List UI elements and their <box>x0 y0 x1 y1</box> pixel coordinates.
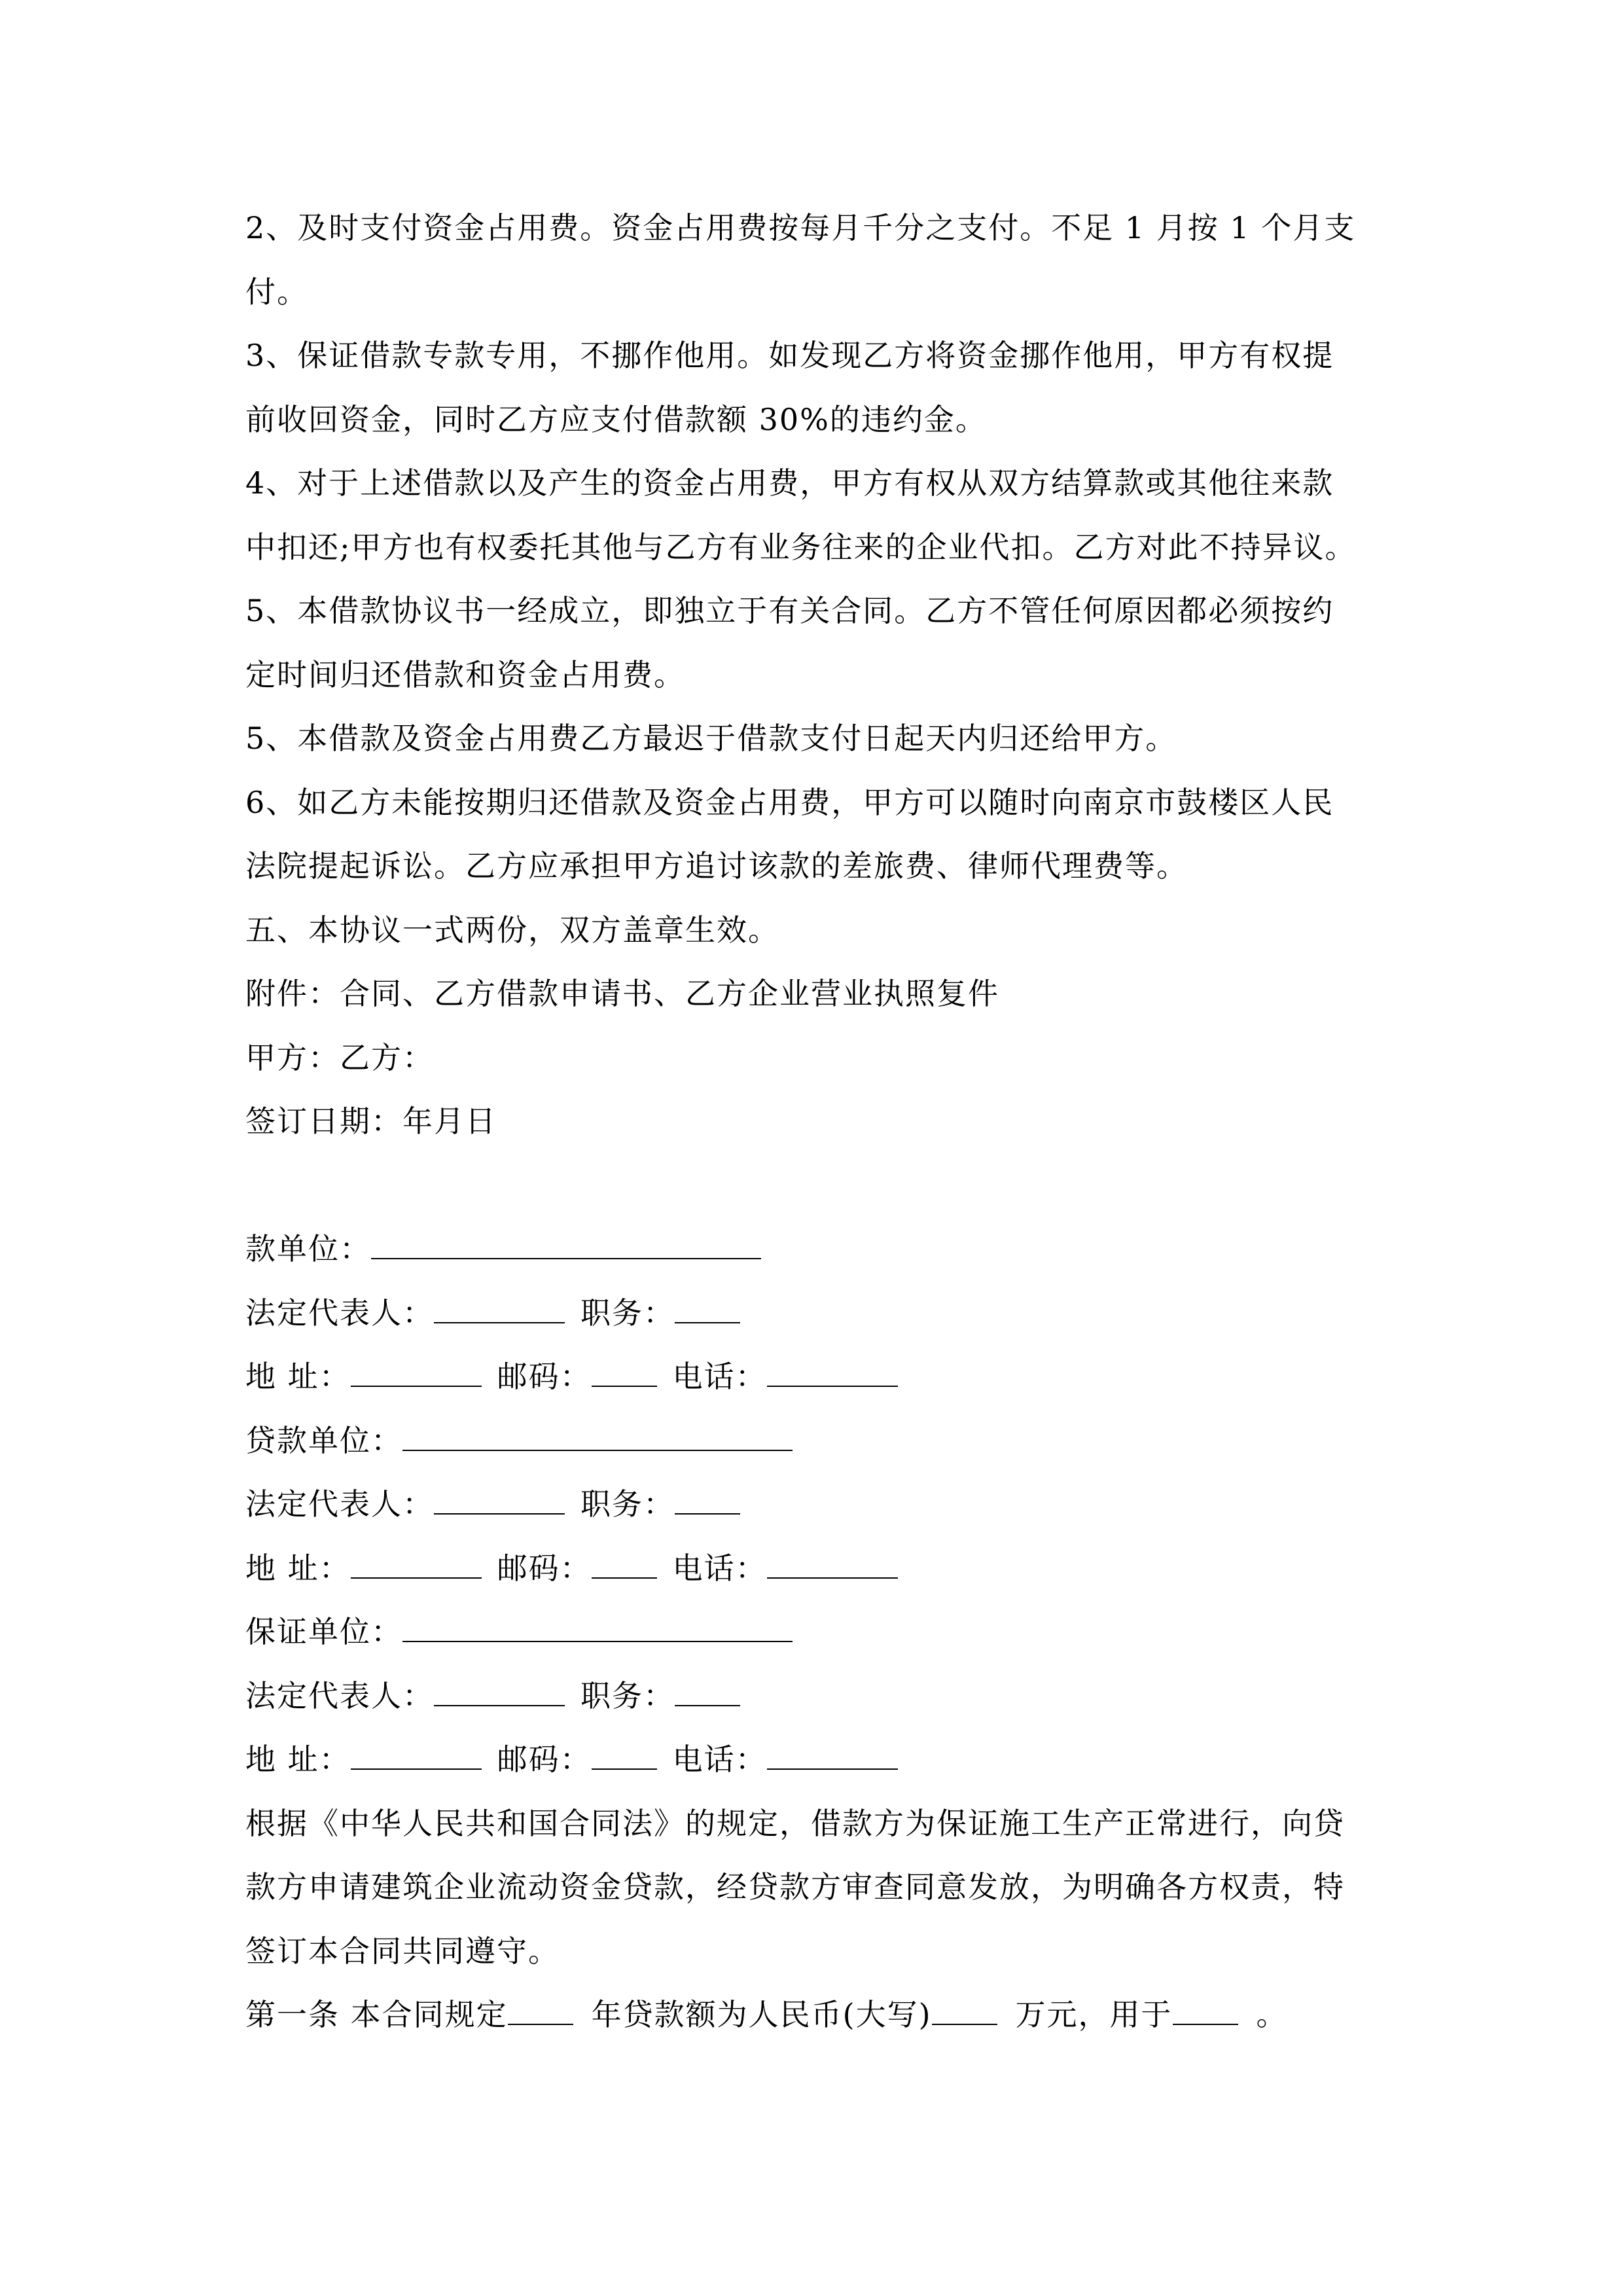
postcode-label: 邮码： <box>497 1742 592 1777</box>
purpose-field[interactable] <box>1173 1994 1238 2025</box>
postcode-label: 邮码： <box>497 1550 592 1586</box>
party-address-row <box>245 1345 1384 1409</box>
rep-field[interactable] <box>434 1292 565 1323</box>
spacer <box>245 1154 1384 1218</box>
unit-label: 款单位： <box>245 1231 371 1266</box>
position-field[interactable] <box>675 1675 740 1706</box>
clause-line: 法院提起诉讼。乙方应承担甲方追讨该款的差旅费、律师代理费等。 <box>245 848 1188 884</box>
unit-label: 贷款单位： <box>245 1422 402 1458</box>
rep-label: 法定代表人： <box>245 1486 434 1522</box>
year-field[interactable] <box>508 1994 573 2025</box>
unit-field[interactable] <box>371 1228 761 1259</box>
clause-line: 五、本协议一式两份，双方盖章生效。 <box>245 912 779 948</box>
rep-label: 法定代表人： <box>245 1295 434 1331</box>
clause-line: 5、本借款协议书一经成立，即独立于有关合同。乙方不管任何原因都必须按约 <box>245 593 1334 628</box>
clause-line: 付。 <box>245 274 308 310</box>
clause-line: 前收回资金，同时乙方应支付借款额 30%的违约金。 <box>245 401 987 437</box>
party-rep-row <box>245 1473 1384 1537</box>
attachment-line: 附件：合同、乙方借款申请书、乙方企业营业执照复件 <box>245 976 999 1011</box>
position-label: 职务： <box>580 1295 675 1331</box>
party-rep-row <box>245 1664 1384 1729</box>
postcode-field[interactable] <box>592 1738 657 1770</box>
party-rep-row <box>245 1282 1384 1346</box>
signatory-line: 甲方：乙方： <box>245 1039 434 1075</box>
postcode-field[interactable] <box>592 1355 657 1387</box>
preamble-line: 签订本合同共同遵守。 <box>245 1933 560 1969</box>
clause-line: 3、保证借款专款专用，不挪作他用。如发现乙方将资金挪作他用，甲方有权提 <box>245 338 1334 373</box>
party-address-row <box>245 1537 1384 1601</box>
rep-label: 法定代表人： <box>245 1677 434 1713</box>
phone-label: 电话： <box>672 1742 767 1777</box>
unit-field[interactable] <box>402 1420 793 1451</box>
unit-label: 保证单位： <box>245 1614 402 1649</box>
document-body <box>245 196 1384 2047</box>
article-one-end: 。 <box>1256 1997 1288 2032</box>
signing-date-line: 签订日期：年月日 <box>245 1103 497 1139</box>
party-unit-row <box>245 1600 1384 1664</box>
clause-line: 2、及时支付资金占用费。资金占用费按每月千分之支付。不足 1 月按 1 个月支 <box>245 210 1356 245</box>
position-field[interactable] <box>675 1292 740 1323</box>
postcode-label: 邮码： <box>497 1359 592 1394</box>
postcode-field[interactable] <box>592 1547 657 1579</box>
party-unit-row <box>245 1409 1384 1473</box>
article-one-loan-amount-label: 年贷款额为人民币(大写) <box>591 1997 932 2032</box>
phone-field[interactable] <box>767 1547 898 1579</box>
phone-label: 电话： <box>672 1359 767 1394</box>
rep-field[interactable] <box>434 1675 565 1706</box>
position-field[interactable] <box>675 1483 740 1515</box>
amount-field[interactable] <box>932 1994 997 2025</box>
address-field[interactable] <box>351 1547 482 1579</box>
clause-line: 6、如乙方未能按期归还借款及资金占用费，甲方可以随时向南京市鼓楼区人民 <box>245 784 1334 820</box>
address-field[interactable] <box>351 1738 482 1770</box>
phone-field[interactable] <box>767 1355 898 1387</box>
article-one-line <box>245 1983 1384 2047</box>
preamble-line: 根据《中华人民共和国合同法》的规定，借款方为保证施工生产正常进行，向贷 <box>245 1805 1345 1841</box>
clause-line: 5、本借款及资金占用费乙方最迟于借款支付日起天内归还给甲方。 <box>245 721 1177 756</box>
address-field[interactable] <box>351 1355 482 1387</box>
party-unit-row <box>245 1217 1384 1282</box>
position-label: 职务： <box>580 1677 675 1713</box>
clause-line: 中扣还;甲方也有权委托其他与乙方有业务往来的企业代扣。乙方对此不持异议。 <box>245 529 1357 565</box>
clause-line: 定时间归还借款和资金占用费。 <box>245 656 685 692</box>
address-label: 地 址： <box>245 1359 351 1394</box>
clause-line: 4、对于上述借款以及产生的资金占用费，甲方有权从双方结算款或其他往来款 <box>245 465 1334 501</box>
article-one-purpose-label: 万元，用于 <box>1015 1997 1173 2032</box>
phone-field[interactable] <box>767 1738 898 1770</box>
address-label: 地 址： <box>245 1550 351 1586</box>
phone-label: 电话： <box>672 1550 767 1586</box>
position-label: 职务： <box>580 1486 675 1522</box>
unit-field[interactable] <box>402 1611 793 1642</box>
preamble-line: 款方申请建筑企业流动资金贷款，经贷款方审查同意发放，为明确各方权责，特 <box>245 1869 1345 1905</box>
party-address-row <box>245 1728 1384 1792</box>
rep-field[interactable] <box>434 1483 565 1515</box>
address-label: 地 址： <box>245 1742 351 1777</box>
article-one-prefix: 第一条 本合同规定 <box>245 1997 508 2032</box>
